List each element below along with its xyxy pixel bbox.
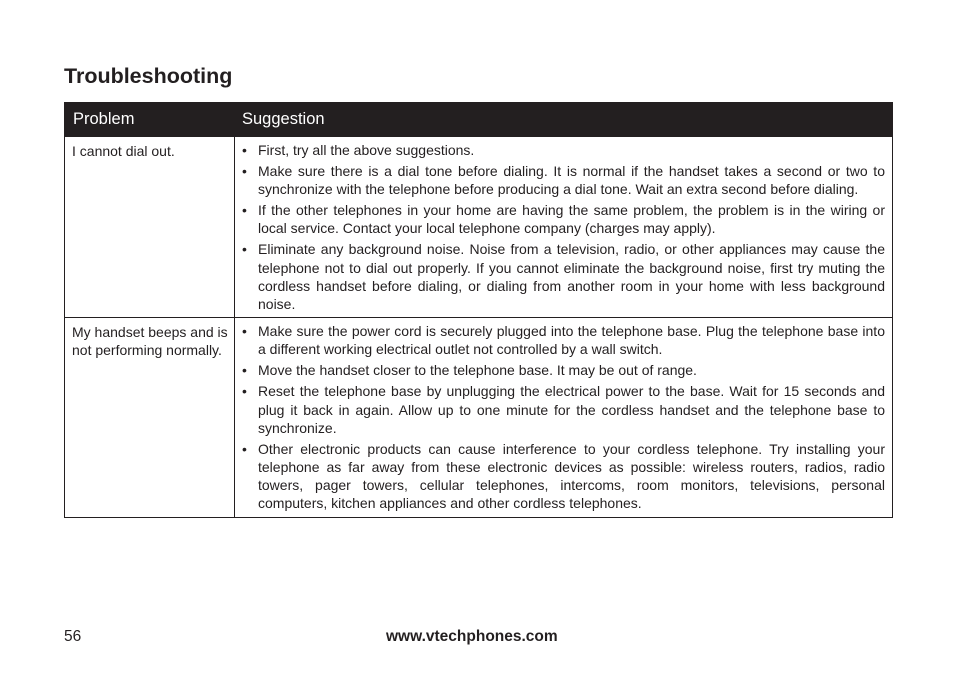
suggestion-item: • Reset the telephone base by unplugging the electrical power to the base. Wait for 15 seconds and plug it back in again. Allow up to one minute for the cordless handset and the telephone base to synchronize.: [242, 382, 885, 437]
page-number: 56: [64, 628, 82, 645]
suggestion-item: • First, try all the above suggestions.: [242, 141, 885, 159]
suggestion-item: • Eliminate any background noise. Noise from a television, radio, or other appliances may cause the telephone not to dial out properly. If you cannot eliminate the background noise, first try muting the cordless handset before dialing, or dialing from another room in your home with less background noise.: [242, 240, 885, 313]
column-header-suggestion: Suggestion: [235, 103, 893, 137]
problem-cell: I cannot dial out.: [65, 137, 235, 318]
suggestion-item: • If the other telephones in your home are having the same problem, the problem is in the wiring or local service. Contact your local telephone company (charges may apply).: [242, 201, 885, 237]
table-header-row: [65, 103, 893, 137]
page-title: Troubleshooting: [64, 64, 233, 88]
column-header-problem: Problem: [65, 103, 235, 137]
footer-url: www.vtechphones.com: [386, 628, 558, 645]
suggestion-item: • Move the handset closer to the telephone base. It may be out of range.: [242, 361, 885, 379]
suggestion-item: • Make sure there is a dial tone before dialing. It is normal if the handset takes a second or two to synchronize with the telephone before producing a dial tone. Wait an extra second before dialing.: [242, 162, 885, 198]
suggestion-list: [242, 322, 885, 512]
troubleshooting-table: [64, 102, 893, 518]
table-row: [65, 318, 893, 517]
suggestion-list: [242, 141, 885, 313]
suggestion-item: • Other electronic products can cause interference to your cordless telephone. Try installing your telephone as far away from these electronic devices as possible: wireless routers, radios, radio towers, pager towers, cellular telephones, intercoms, room monitors, televisions, personal computers, kitchen appliances and other cordless telephones.: [242, 440, 885, 513]
suggestion-cell: [235, 318, 893, 517]
suggestion-item: • Make sure the power cord is securely plugged into the telephone base. Plug the telephone base into a different working electrical outlet not controlled by a wall switch.: [242, 322, 885, 358]
problem-cell: My handset beeps and is not performing normally.: [65, 318, 235, 517]
suggestion-cell: [235, 137, 893, 318]
table-row: [65, 137, 893, 318]
